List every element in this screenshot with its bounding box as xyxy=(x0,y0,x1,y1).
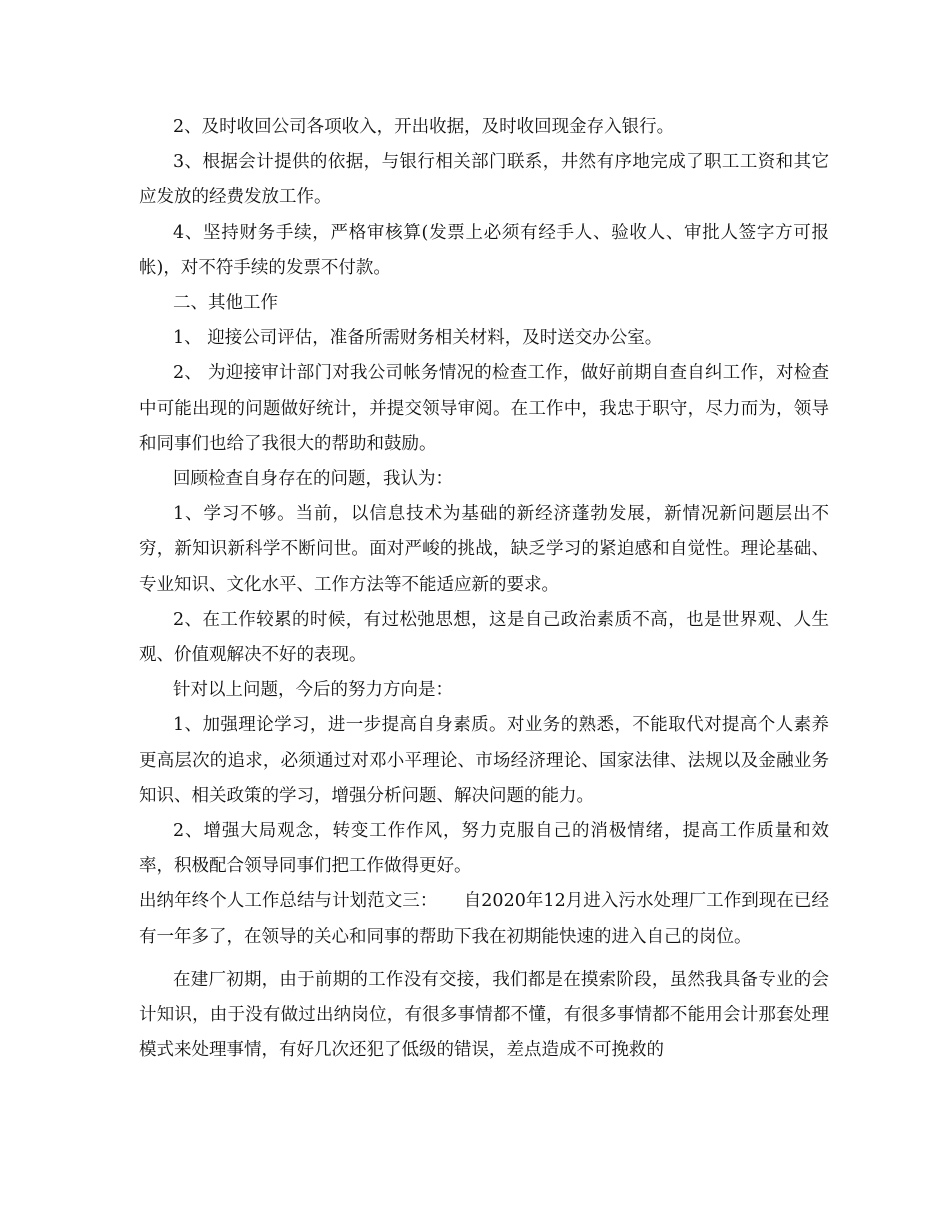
paragraph-receipts: 2、及时收回公司各项收入，开出收据，及时收回现金存入银行。 xyxy=(173,117,675,137)
section-heading-other-work: 二、其他工作 xyxy=(173,293,278,314)
paragraph-overall-view: 2、增强大局观念，转变工作作风，努力克服自己的消极情绪，提高工作质量和效率，积极配合领导同事们把工作做得更好。 xyxy=(139,821,829,877)
paragraph-invoice-audit: 4、坚持财务手续，严格审核算(发票上必须有经手人、验收人、审批人签字方可报帐)，对不符手续的发票不付款。 xyxy=(139,222,829,278)
paragraph-audit-preparation: 2、 为迎接审计部门对我公司帐务情况的检查工作，做好前期自查自纠工作，对检查中可能出现的问题做好统计，并提交领导审阅。在工作中，我忠于职守，尽力而为，领导和同事们也给了我很大的帮助和鼓励。 xyxy=(139,363,829,454)
paragraph-payroll: 3、根据会计提供的依据，与银行相关部门联系，井然有序地完成了职工工资和其它应发放的经费发放工作。 xyxy=(139,152,829,208)
paragraph-theory-study: 1、加强理论学习，进一步提高自身素质。对业务的熟悉，不能取代对提高个人素养更高层次的追求，必须通过对邓小平理论、市场经济理论、国家法律、法规以及金融业务知识、相关政策的学习，增强分析问题、解决问题的能力。 xyxy=(139,715,829,806)
paragraph-attitude-issue: 2、在工作较累的时候，有过松弛思想，这是自己政治素质不高，也是世界观、人生观、价值观解决不好的表现。 xyxy=(139,609,829,666)
paragraph-direction-intro: 针对以上问题，今后的努力方向是： xyxy=(173,680,453,701)
paragraph-review-intro: 回顾检查自身存在的问题，我认为： xyxy=(173,469,453,490)
paragraph-learning-issue: 1、学习不够。当前，以信息技术为基础的新经济蓬勃发展，新情况新问题层出不穷，新知识新科学不断问世。面对严峻的挑战，缺乏学习的紧迫感和自觉性。理论基础、专业知识、文化水平、工作方法等不能适应新的要求。 xyxy=(139,504,829,595)
document-page xyxy=(139,110,829,1068)
paragraph-sample-three-title: 出纳年终个人工作总结与计划范文三： 自2020年12月进入污水处理厂工作到现在已经有一年多了，在领导的关心和同事的帮助下我在初期能快速的进入自己的岗位。 xyxy=(139,891,829,947)
paragraph-early-construction: 在建厂初期，由于前期的工作没有交接，我们都是在摸索阶段，虽然我具备专业的会计知识，由于没有做过出纳岗位，有很多事情都不懂，有很多事情都不能用会计那套处理模式来处理事情，有好几次还犯了低级的错误，差点造成不可挽救的 xyxy=(139,969,829,1061)
paragraph-company-evaluation: 1、 迎接公司评估，准备所需财务相关材料，及时送交办公室。 xyxy=(173,328,663,349)
